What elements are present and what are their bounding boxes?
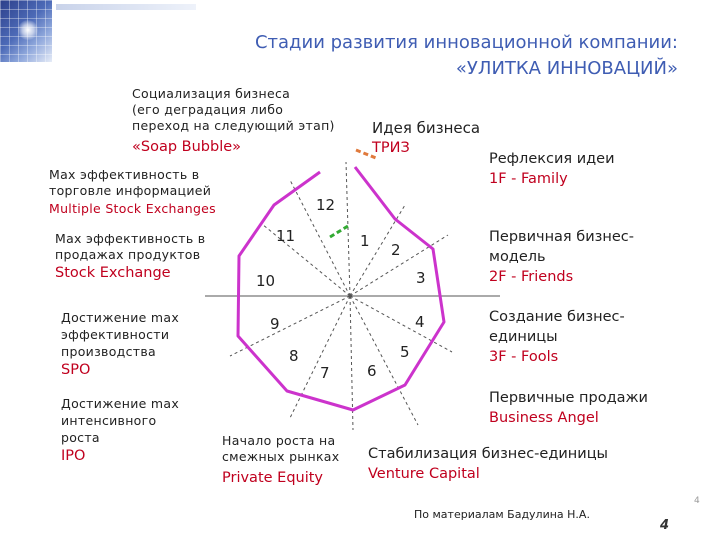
radial-line-12 [346,162,350,296]
first-sales-text: Первичные продажи [489,390,648,406]
stage-2: 2 [391,241,401,259]
stage-3: 3 [416,269,426,287]
label-socialization [132,86,335,157]
spo-line-2: эффективности [61,327,170,342]
title-line-2: «УЛИТКА ИННОВАЦИЙ» [455,58,678,79]
stage-1: 1 [360,232,370,250]
ipo-line-1: Достижение max [61,396,180,411]
ipo-line-2: интенсивного [61,413,157,428]
stabilization-text: Стабилизация бизнес-единицы [368,446,609,462]
multi-line-1: Max эффективность в [49,167,200,182]
stabilization-red: Venture Capital [368,466,480,482]
idea-text: Идея бизнеса [372,119,481,137]
unit-creation-red: 3F - Fools [489,349,559,365]
spo-line-3: производства [61,344,156,359]
label-multiple-stock [49,167,216,217]
stage-12: 12 [316,196,336,214]
reflexion-red: 1F - Family [489,171,568,187]
adjacent-line-1: Начало роста на [222,433,336,448]
unit-creation-line-1: Создание бизнес- [489,309,625,325]
reflexion-text: Рефлексия идеи [489,151,615,167]
stage-9: 9 [270,315,280,333]
label-stock-exchange [55,231,205,283]
primary-model-red: 2F - Friends [489,269,574,285]
label-reflexion [489,149,615,189]
label-stabilization [368,444,608,484]
footer-source: По материалам Бадулина Н.А. [414,508,590,521]
page-number: 4 [660,518,670,533]
start-dash [330,226,348,237]
spo-red: SPO [61,362,91,378]
page-number-small: 4 [694,496,700,506]
label-adjacent [222,433,339,488]
label-spo [61,309,179,380]
primary-model-line-2: модель [489,249,546,265]
label-idea [372,118,480,158]
stock-red: Stock Exchange [55,265,171,281]
stock-line-2: продажах продуктов [55,247,201,262]
label-first-sales [489,388,648,428]
stage-7: 7 [320,364,330,382]
ipo-red: IPO [61,448,86,464]
adjacent-line-2: смежных рынках [222,449,340,464]
idea-red: ТРИЗ [372,140,410,156]
stage-5: 5 [400,343,410,361]
unit-creation-line-2: единицы [489,329,558,345]
stage-10: 10 [256,272,276,290]
first-sales-red: Business Angel [489,410,599,426]
label-primary-model [489,227,634,287]
socialization-red: «Soap Bubble» [132,139,242,155]
spo-line-1: Достижение max [61,310,180,325]
stage-6: 6 [367,362,377,380]
stage-8: 8 [289,347,299,365]
multi-red: Multiple Stock Exchanges [49,201,216,216]
title-line-1: Стадии развития инновационной компании: [254,32,678,53]
primary-model-line-1: Первичная бизнес- [489,229,634,245]
label-unit-creation [489,307,625,367]
socialization-line-1: Социализация бизнеса [132,86,291,101]
ipo-line-3: роста [61,430,100,445]
socialization-line-3: переход на следующий этап) [132,118,335,133]
socialization-line-2: (его деградация либо [132,102,284,117]
multi-line-2: торговле информацией [49,183,212,198]
adjacent-red: Private Equity [222,470,324,486]
stage-4: 4 [415,313,425,331]
stock-line-1: Max эффективность в [55,231,206,246]
label-ipo [61,395,179,466]
stage-11: 11 [276,227,296,245]
